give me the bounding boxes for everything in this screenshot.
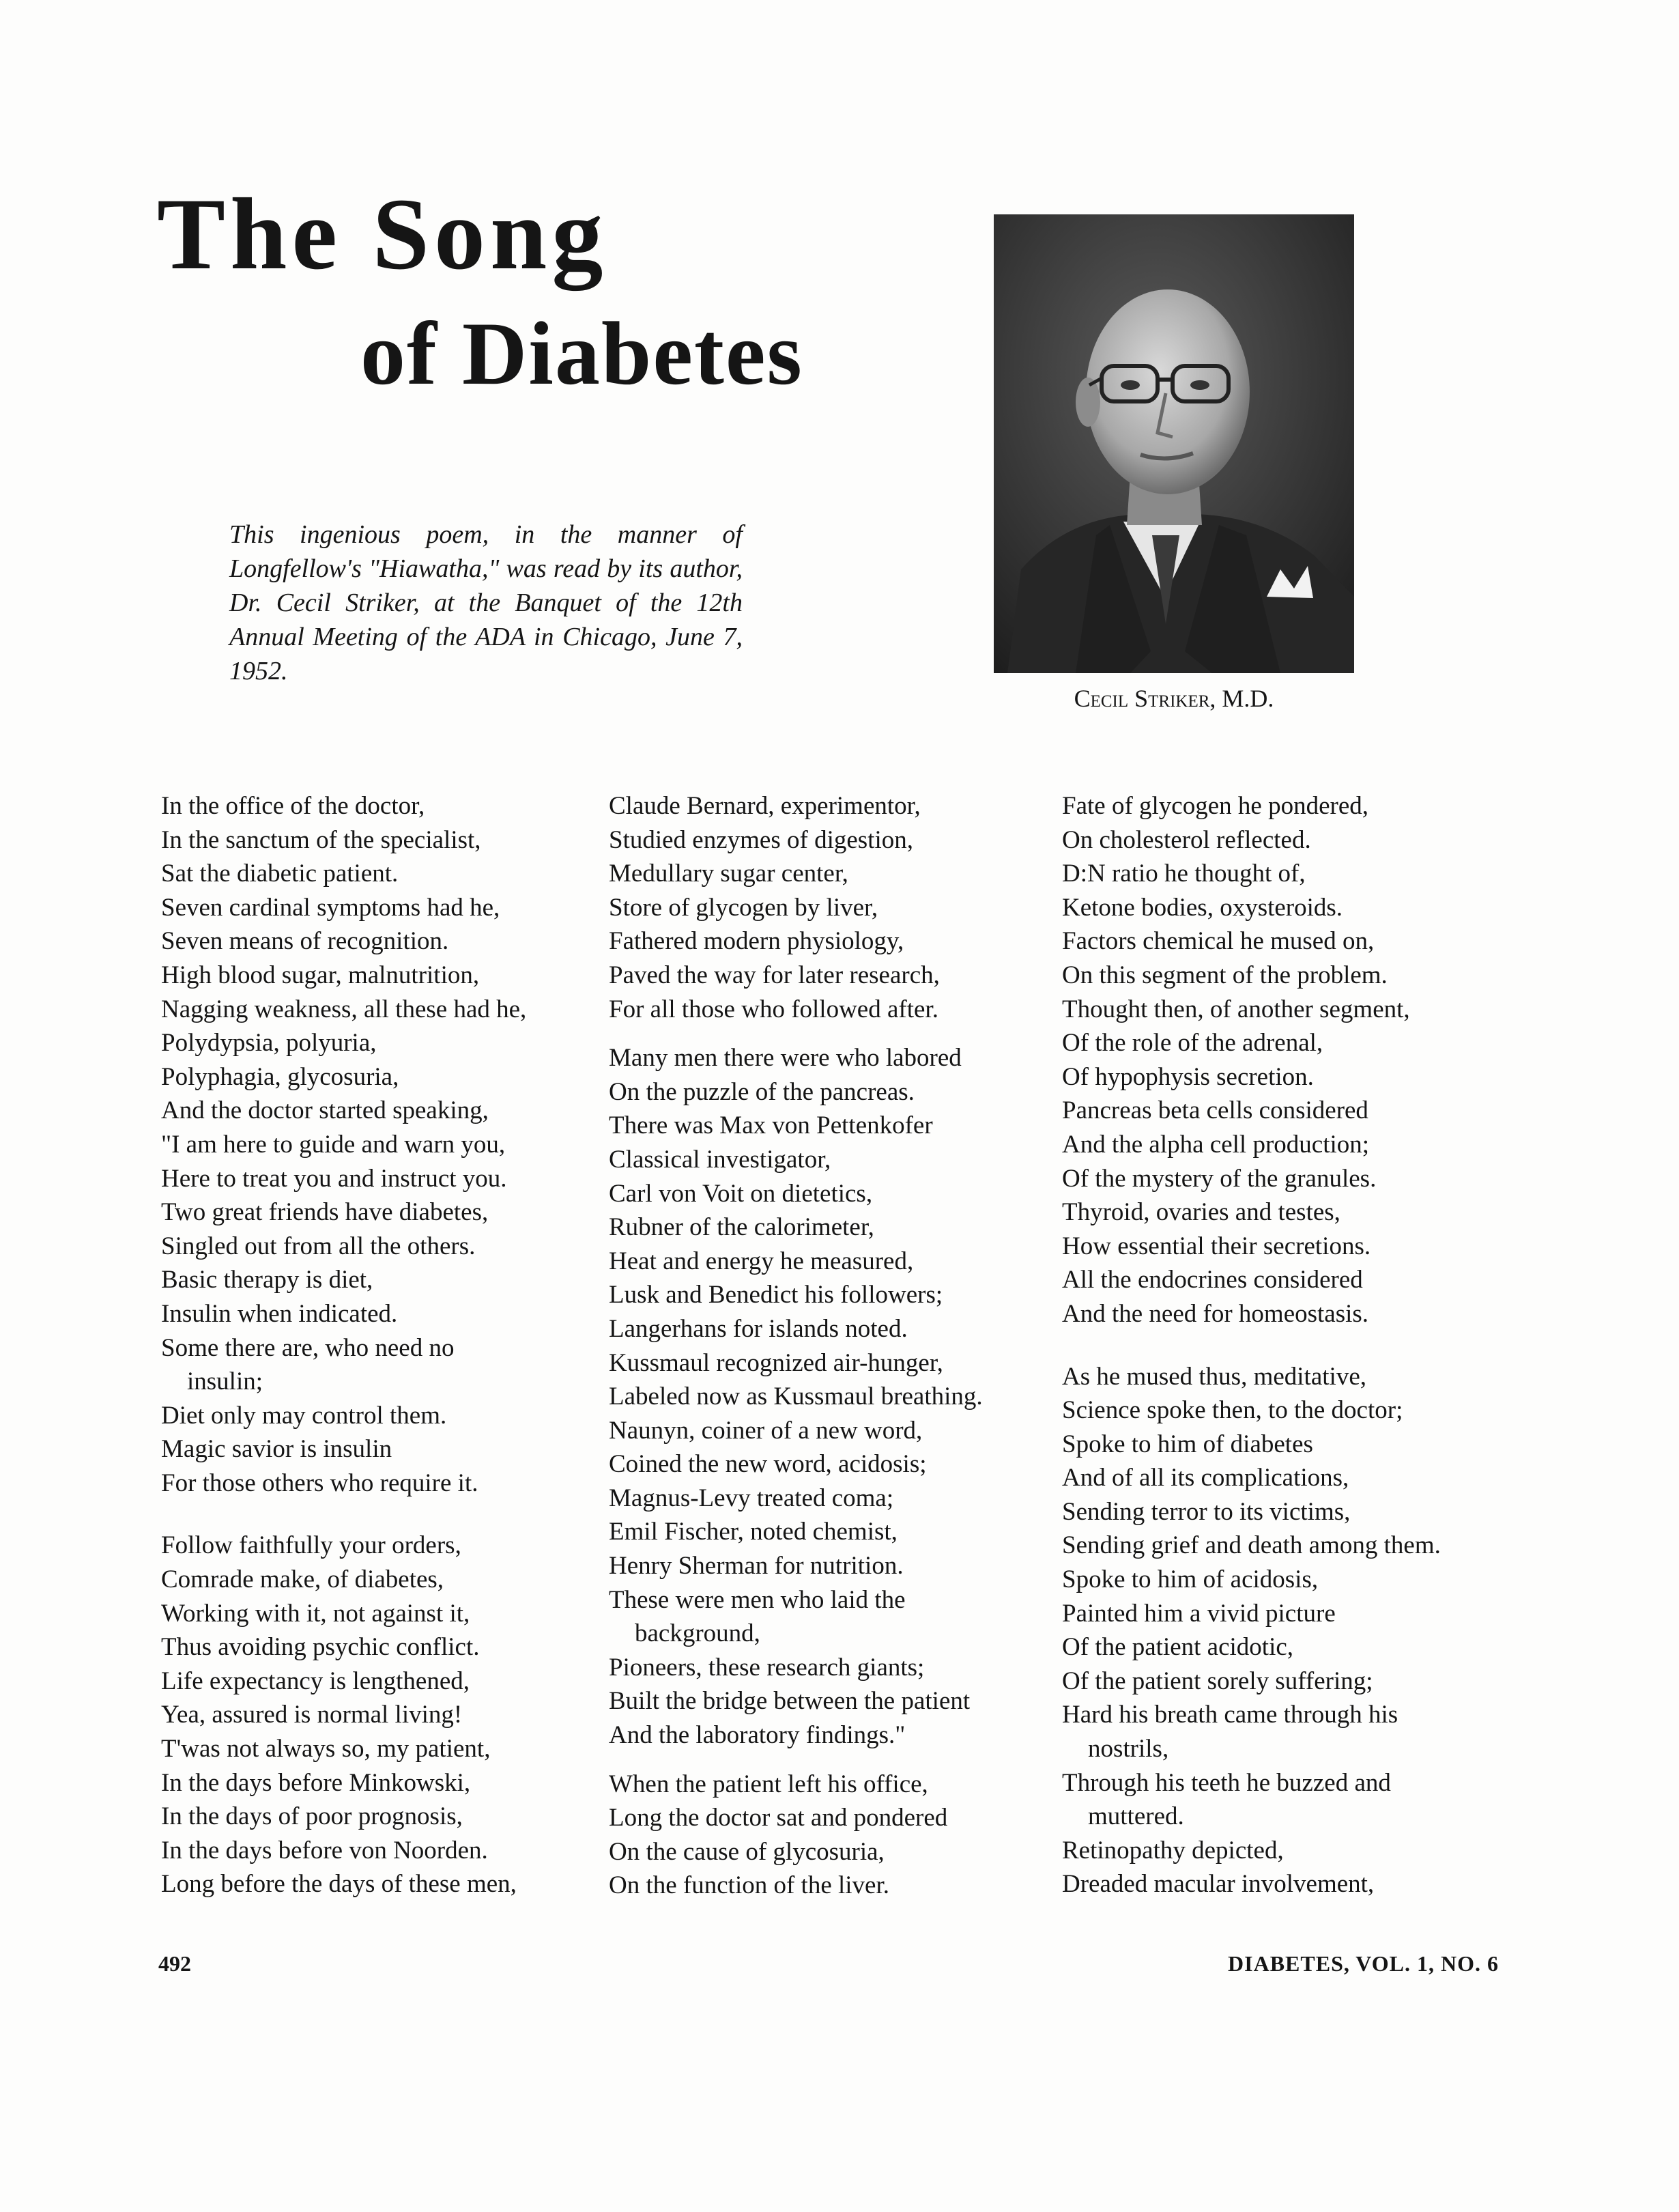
poem-line: And the doctor started speaking, xyxy=(161,1096,489,1125)
poem-line: These were men who laid the xyxy=(609,1585,906,1614)
poem-line: Thus avoiding psychic conflict. xyxy=(161,1633,480,1662)
stanza-break xyxy=(161,1500,598,1529)
poem-line: Sending terror to its victims, xyxy=(1062,1497,1351,1526)
poem-line: In the days before von Noorden. xyxy=(161,1836,488,1864)
poem-line: Magnus-Levy treated coma; xyxy=(609,1484,894,1512)
stanza xyxy=(609,1041,1046,1752)
stanza xyxy=(1062,789,1512,1331)
poem-line: Thyroid, ovaries and testes, xyxy=(1062,1198,1340,1227)
poem-line: There was Max von Pettenkofer xyxy=(609,1111,933,1140)
page-number: 492 xyxy=(158,1951,191,1976)
poem-line: Langerhans for islands noted. xyxy=(609,1314,908,1343)
poem-line: insulin; xyxy=(187,1367,263,1396)
poem-line: Carl von Voit on dietetics, xyxy=(609,1179,873,1208)
title-line-2: of Diabetes xyxy=(360,303,803,403)
poem-line: In the sanctum of the specialist, xyxy=(161,825,481,854)
poem-line: How essential their secretions. xyxy=(1062,1232,1371,1260)
poem-line: Polydypsia, polyuria, xyxy=(161,1029,377,1058)
poem-line: Built the bridge between the patient xyxy=(609,1687,971,1716)
poem-line: High blood sugar, malnutrition, xyxy=(161,961,480,989)
photo-caption xyxy=(1010,684,1338,713)
poem-line: Diet only may control them. xyxy=(161,1401,447,1430)
poem-line: Two great friends have diabetes, xyxy=(161,1198,489,1227)
poem-line: When the patient left his office, xyxy=(609,1770,928,1798)
stanza xyxy=(161,1529,598,1901)
poem-line: muttered. xyxy=(1088,1802,1184,1831)
stanza xyxy=(609,789,1046,1026)
poem-line: Magic savior is insulin xyxy=(161,1435,392,1464)
poem-line: Factors chemical he mused on, xyxy=(1062,927,1375,956)
poem-line: Ketone bodies, oxysteroids. xyxy=(1062,893,1343,922)
stanza xyxy=(161,789,598,1500)
poem-line: Labeled now as Kussmaul breathing. xyxy=(609,1382,983,1411)
poem-line: Classical investigator, xyxy=(609,1145,831,1174)
stanza xyxy=(1062,1360,1512,1902)
poem-line: Painted him a vivid picture xyxy=(1062,1599,1336,1628)
poem-line: Spoke to him of acidosis, xyxy=(1062,1565,1319,1594)
poem-line: Nagging weakness, all these had he, xyxy=(161,995,527,1023)
poem-line: Of the role of the adrenal, xyxy=(1062,1029,1323,1058)
poem-line: Singled out from all the others. xyxy=(161,1232,476,1260)
poem-line: Long the doctor sat and pondered xyxy=(609,1804,948,1832)
poem-line: And the alpha cell production; xyxy=(1062,1130,1370,1159)
poem-line: Many men there were who labored xyxy=(609,1044,962,1073)
poem-line: On this segment of the problem. xyxy=(1062,961,1388,989)
stanza-break xyxy=(1062,1331,1512,1360)
poem-column-3 xyxy=(1062,789,1512,1901)
poem-line: Polyphagia, glycosuria, xyxy=(161,1062,399,1091)
poem-line: Of the patient acidotic, xyxy=(1062,1633,1294,1662)
poem-line: And the laboratory findings." xyxy=(609,1721,906,1750)
poem-line: Working with it, not against it, xyxy=(161,1599,470,1628)
poem-line: Fate of glycogen he pondered, xyxy=(1062,792,1368,820)
poem-line: All the endocrines considered xyxy=(1062,1266,1363,1294)
poem-line: Seven means of recognition. xyxy=(161,927,449,956)
poem-line: Naunyn, coiner of a new word, xyxy=(609,1416,923,1445)
poem-line: Seven cardinal symptoms had he, xyxy=(161,893,500,922)
poem-line: background, xyxy=(635,1619,760,1648)
poem-line: T'was not always so, my patient, xyxy=(161,1735,491,1763)
poem-line: Science spoke then, to the doctor; xyxy=(1062,1396,1403,1425)
poem-line: For those others who require it. xyxy=(161,1469,478,1497)
poem-line: Fathered modern physiology, xyxy=(609,927,904,956)
poem-line: On cholesterol reflected. xyxy=(1062,825,1311,854)
poem-line: Here to treat you and instruct you. xyxy=(161,1164,507,1193)
poem-line: nostrils, xyxy=(1088,1735,1169,1763)
stanza-break xyxy=(609,1026,1046,1041)
poem-line: Through his teeth he buzzed and xyxy=(1062,1768,1391,1797)
poem-line: Hard his breath came through his xyxy=(1062,1701,1398,1729)
poem-line: And the need for homeostasis. xyxy=(1062,1299,1369,1328)
poem-line: Store of glycogen by liver, xyxy=(609,893,878,922)
poem-line: For all those who followed after. xyxy=(609,995,938,1023)
poem-line: Studied enzymes of digestion, xyxy=(609,825,913,854)
poem-line: Some there are, who need no xyxy=(161,1333,455,1362)
poem-line: Basic therapy is diet, xyxy=(161,1266,373,1294)
intro-paragraph: This ingenious poem, in the manner of Longfellow's "Hiawatha," was read by its author, Dr. Cecil Striker, at the Banquet of the 12th Annual Meeting of the ADA in Chicago, June 7, 1952. xyxy=(229,520,743,685)
poem-line: Henry Sherman for nutrition. xyxy=(609,1552,904,1580)
poem-line: Coined the new word, acidosis; xyxy=(609,1450,927,1479)
poem-line: Sat the diabetic patient. xyxy=(161,860,399,888)
poem-line: Paved the way for later research, xyxy=(609,961,940,989)
poem-line: Insulin when indicated. xyxy=(161,1299,398,1328)
stanza xyxy=(609,1768,1046,1903)
stanza-break xyxy=(609,1753,1046,1768)
poem-line: Heat and energy he measured, xyxy=(609,1247,914,1275)
poem-line: Lusk and Benedict his followers; xyxy=(609,1281,943,1309)
poem-line: In the office of the doctor, xyxy=(161,792,425,820)
poem-line: On the cause of glycosuria, xyxy=(609,1837,885,1866)
poem-line: Of the mystery of the granules. xyxy=(1062,1164,1377,1193)
poem-line: Spoke to him of diabetes xyxy=(1062,1430,1313,1458)
poem-line: Sending grief and death among them. xyxy=(1062,1531,1441,1560)
poem-line: And of all its complications, xyxy=(1062,1464,1349,1492)
poem-line: Medullary sugar center, xyxy=(609,860,848,888)
poem-line: On the function of the liver. xyxy=(609,1871,890,1900)
poem-line: Comrade make, of diabetes, xyxy=(161,1565,444,1594)
running-head: DIABETES, VOL. 1, NO. 6 xyxy=(1228,1951,1499,1976)
poem-line: Long before the days of these men, xyxy=(161,1870,517,1899)
title-line-1: The Song xyxy=(157,178,608,291)
poem-line: In the days of poor prognosis, xyxy=(161,1802,463,1831)
author-portrait xyxy=(994,214,1354,673)
poem-line: Emil Fischer, noted chemist, xyxy=(609,1518,898,1546)
poem-line: "I am here to guide and warn you, xyxy=(161,1130,506,1159)
poem-line: Retinopathy depicted, xyxy=(1062,1836,1284,1864)
poem-line: Pioneers, these research giants; xyxy=(609,1653,925,1682)
poem-line: Dreaded macular involvement, xyxy=(1062,1870,1375,1899)
poem-line: Rubner of the calorimeter, xyxy=(609,1213,874,1242)
portrait-image xyxy=(994,214,1354,673)
poem-line: Claude Bernard, experimentor, xyxy=(609,792,921,820)
poem-column-2 xyxy=(609,789,1046,1903)
poem-line: Yea, assured is normal living! xyxy=(161,1701,463,1729)
poem-column-1 xyxy=(161,789,598,1901)
poem-line: Thought then, of another segment, xyxy=(1062,995,1410,1023)
poem-line: Follow faithfully your orders, xyxy=(161,1531,461,1560)
poem-line: Pancreas beta cells considered xyxy=(1062,1096,1368,1125)
poem-line: As he mused thus, meditative, xyxy=(1062,1362,1366,1391)
poem-line: On the puzzle of the pancreas. xyxy=(609,1077,915,1106)
poem-line: Kussmaul recognized air-hunger, xyxy=(609,1348,943,1377)
poem-line: Life expectancy is lengthened, xyxy=(161,1667,470,1695)
caption-text: Cecil Striker, M.D. xyxy=(1074,685,1274,712)
poem-line: Of hypophysis secretion. xyxy=(1062,1062,1314,1091)
poem-line: D:N ratio he thought of, xyxy=(1062,860,1306,888)
poem-line: Of the patient sorely suffering; xyxy=(1062,1667,1373,1695)
poem-line: In the days before Minkowski, xyxy=(161,1768,471,1797)
